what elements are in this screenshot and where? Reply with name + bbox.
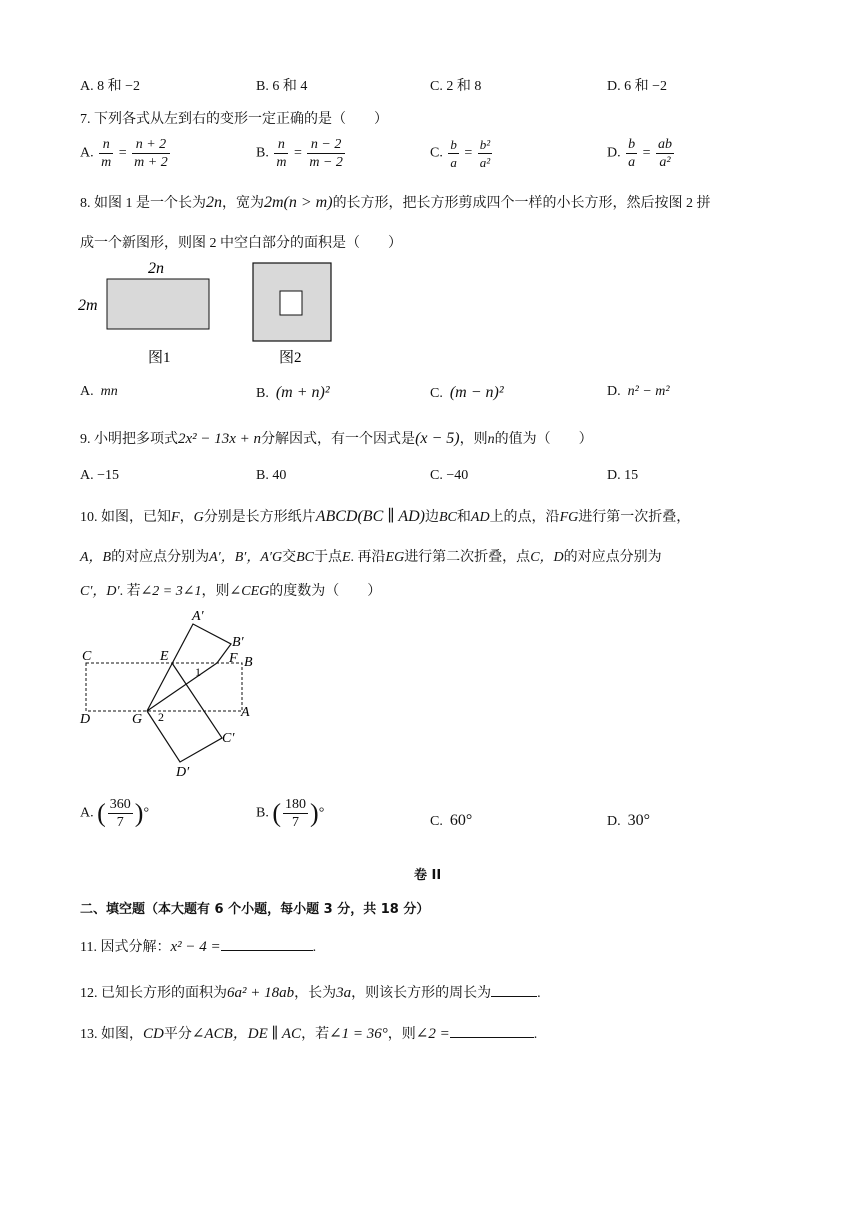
- answer-blank: [491, 996, 537, 997]
- original-rectangle: [86, 663, 242, 711]
- q10-option-c: C. 60°: [430, 812, 473, 829]
- option-label: B.: [256, 145, 269, 161]
- q10-option-d: D. 30°: [607, 812, 651, 829]
- part2-heading: 二、填空题（本大题有 6 个小题，每小题 3 分，共 18 分）: [80, 902, 430, 917]
- q10-option-b: B. ( $\frac{180}{7}$ )°: [256, 797, 325, 830]
- q6-option-d: D. 6 和 −2: [607, 79, 668, 94]
- q10-line3: C′，D′. 若∠2 = 3∠1，则∠CEG的度数为（ ）: [80, 584, 382, 599]
- q8-option-c: C. (m − n)²: [430, 384, 504, 401]
- q6-option-b: B. 6 和 4: [256, 79, 308, 94]
- section-title: 卷 II: [414, 868, 442, 883]
- svg-text:A: A: [241, 705, 250, 720]
- q10-fold-figure: [74, 608, 274, 780]
- svg-text:A′: A′: [192, 609, 204, 624]
- q8-option-b: B. (m + n)²: [256, 384, 330, 401]
- fig1-caption: 图1: [148, 350, 171, 366]
- q9-option-d: D. 15: [607, 468, 639, 483]
- q8-option-d: D. n² − m²: [607, 384, 670, 399]
- option-label: C.: [430, 145, 443, 161]
- svg-text:F: F: [229, 651, 238, 666]
- svg-text:C: C: [82, 649, 92, 664]
- svg-text:C′: C′: [222, 731, 235, 746]
- fig1-rectangle: [107, 279, 209, 329]
- q7-option-b: B. $\frac{n}{m}$ = $\frac{n - 2}{m - 2}$: [256, 137, 343, 170]
- q10-option-a: A. ( $\frac{360}{7}$ )°: [80, 797, 150, 830]
- option-label: D.: [607, 145, 621, 161]
- q9-option-a: A. −15: [80, 468, 120, 483]
- q13: 13. 如图，CD平分∠ACB，DE ∥ AC，若∠1 = 36°，则∠2 = .: [80, 1026, 538, 1042]
- svg-text:B: B: [244, 655, 253, 670]
- svg-text:E: E: [160, 649, 169, 664]
- q11: 11. 因式分解：x² − 4 = .: [80, 939, 317, 955]
- svg-text:B′: B′: [232, 635, 244, 650]
- q7-option-a: A. $\frac{n}{m}$ = $\frac{n + 2}{m + 2}$: [80, 137, 168, 170]
- q8-option-a: A. mn: [80, 384, 118, 399]
- q9-option-b: B. 40: [256, 468, 287, 483]
- svg-text:1: 1: [195, 665, 201, 679]
- q9-option-c: C. −40: [430, 468, 469, 483]
- q7-option-c: C. $\frac{b}{a}$ = $\frac{\text{b²}}{\text{a²}}$: [430, 137, 491, 170]
- q8-stem-line1: 8. 如图 1 是一个长为2n，宽为2m(n > m)的长方形，把长方形剪成四个一样的小长方形，然后按图 2 拼: [80, 194, 711, 211]
- fig1-top-label: 2n: [148, 260, 164, 277]
- option-label: A.: [80, 145, 94, 161]
- q6-option-a: A. 8 和 −2: [80, 79, 141, 94]
- fold1-edges: [147, 624, 231, 711]
- q7-option-d: D. $\frac{b}{a}$ = $\frac{ab}{\text{a²}}$: [607, 137, 673, 170]
- q8-stem-line2: 成一个新图形，则图 2 中空白部分的面积是（ ）: [80, 236, 402, 251]
- q10-line2: A，B的对应点分别为A′，B′，A′G交BC于点E. 再沿EG进行第二次折叠，点C，D的对应点分别为: [80, 550, 662, 565]
- answer-blank: [450, 1037, 534, 1038]
- fig2-blank-square: [280, 291, 302, 315]
- fold-line-fg: [147, 663, 217, 711]
- fig1-left-label: 2m: [78, 297, 98, 314]
- svg-text:2: 2: [158, 710, 164, 724]
- answer-blank: [221, 950, 313, 951]
- q10-line1: 10. 如图，已知F，G分别是长方形纸片ABCD(BC ∥ AD)边BC和AD上的点，沿FG进行第一次折叠，: [80, 508, 691, 525]
- svg-text:D′: D′: [176, 765, 190, 780]
- svg-text:G: G: [132, 712, 143, 727]
- q8-figures: [74, 258, 344, 370]
- q12: 12. 已知长方形的面积为6a² + 18ab，长为3a，则该长方形的周长为 .: [80, 985, 541, 1001]
- q6-option-c: C. 2 和 8: [430, 79, 482, 94]
- fig2-caption: 图2: [279, 350, 302, 366]
- q7-stem: 7. 下列各式从左到右的变形一定正确的是（ ）: [80, 112, 388, 127]
- q9-stem: 9. 小明把多项式2x² − 13x + n分解因式，有一个因式是(x − 5)，则n的值为（ ）: [80, 430, 593, 447]
- svg-text:D: D: [80, 712, 91, 727]
